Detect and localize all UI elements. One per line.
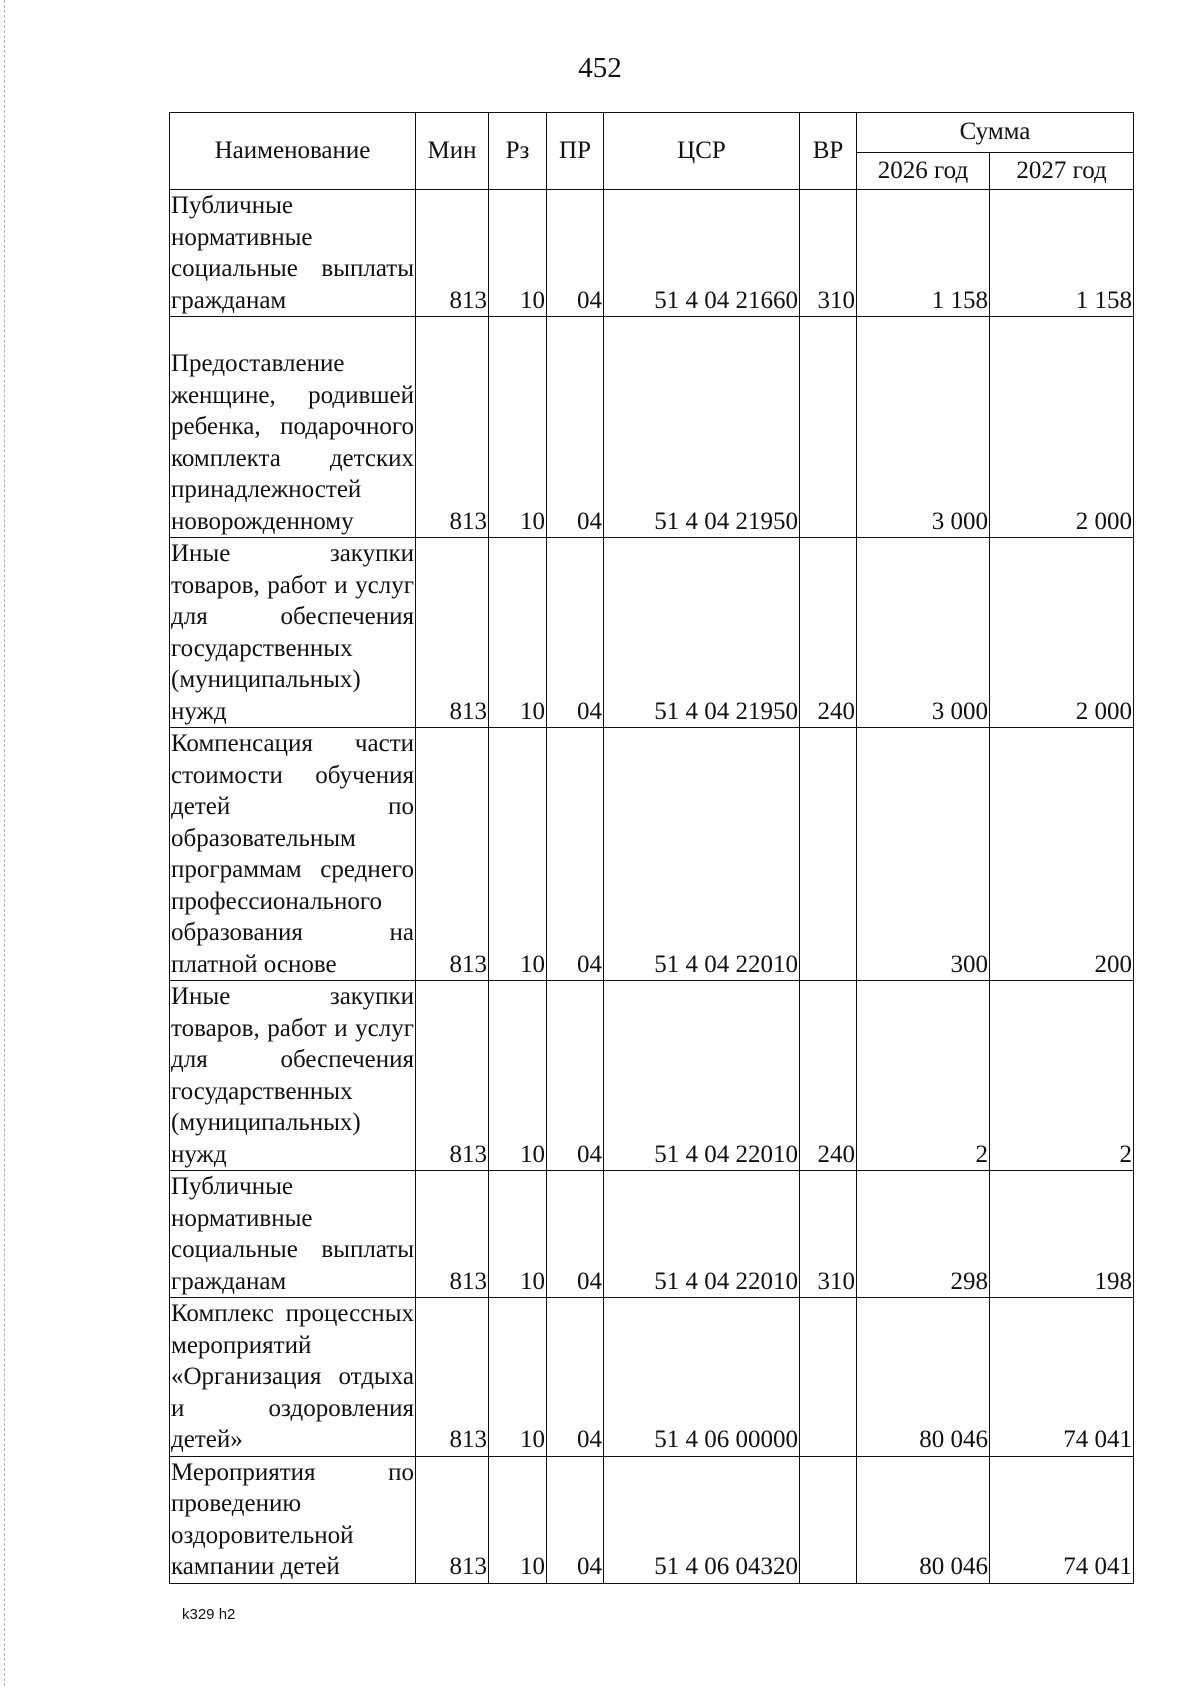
row-min: 813: [416, 981, 489, 1171]
row-sum-2026: 2: [857, 981, 990, 1171]
table-row: [170, 190, 1134, 317]
row-sum-2027: 200: [990, 728, 1134, 981]
table-body: [170, 190, 1134, 1584]
row-sum-2027: 2 000: [990, 317, 1134, 538]
row-rz: 10: [489, 1171, 547, 1298]
row-pr: 04: [547, 1171, 604, 1298]
row-min: 813: [416, 317, 489, 538]
row-csr: 51 4 06 04320: [604, 1456, 800, 1583]
row-csr: 51 4 04 21950: [604, 317, 800, 538]
row-sum-2027: 74 041: [990, 1298, 1134, 1457]
table-row: [170, 317, 1134, 538]
row-sum-2027: 2: [990, 981, 1134, 1171]
row-min: 813: [416, 538, 489, 728]
row-name: Публичные нормативные социальные выплаты гражданам: [170, 1171, 416, 1298]
header-sum: Сумма: [857, 113, 1134, 153]
table-row: [170, 981, 1134, 1171]
row-sum-2027: 198: [990, 1171, 1134, 1298]
row-csr: 51 4 06 00000: [604, 1298, 800, 1457]
row-vr: 240: [800, 538, 857, 728]
page-number: 452: [578, 52, 622, 84]
row-name: Комплекс процессных мероприятий «Организация отдыха и оздоровления детей»: [170, 1298, 416, 1457]
row-rz: 10: [489, 317, 547, 538]
row-sum-2027: 1 158: [990, 190, 1134, 317]
row-rz: 10: [489, 190, 547, 317]
row-name: Компенсация части стоимости обучения детей по образовательным программам среднего профессионального образования на платной основе: [170, 728, 416, 981]
row-vr: 240: [800, 981, 857, 1171]
row-sum-2026: 80 046: [857, 1456, 990, 1583]
row-csr: 51 4 04 22010: [604, 981, 800, 1171]
row-sum-2026: 1 158: [857, 190, 990, 317]
page-left-edge: [4, 0, 6, 1686]
row-rz: 10: [489, 728, 547, 981]
row-sum-2026: 3 000: [857, 317, 990, 538]
table-row: [170, 1171, 1134, 1298]
table-row: [170, 538, 1134, 728]
row-sum-2027: 74 041: [990, 1456, 1134, 1583]
row-csr: 51 4 04 21660: [604, 190, 800, 317]
table-header: [170, 113, 1134, 190]
row-vr: 310: [800, 1171, 857, 1298]
row-vr: [800, 728, 857, 981]
header-year-2026: 2026 год: [857, 152, 990, 190]
row-csr: 51 4 04 22010: [604, 728, 800, 981]
row-min: 813: [416, 1171, 489, 1298]
row-name: Предоставление женщине, родившей ребенка, подарочного комплекта детских принадлежностей новорожденному: [170, 317, 416, 538]
row-vr: 310: [800, 190, 857, 317]
table-row: [170, 1456, 1134, 1583]
row-name: Публичные нормативные социальные выплаты гражданам: [170, 190, 416, 317]
row-min: 813: [416, 1456, 489, 1583]
row-sum-2026: 80 046: [857, 1298, 990, 1457]
row-pr: 04: [547, 1298, 604, 1457]
row-rz: 10: [489, 538, 547, 728]
row-rz: 10: [489, 1298, 547, 1457]
row-sum-2026: 298: [857, 1171, 990, 1298]
row-sum-2026: 3 000: [857, 538, 990, 728]
row-sum-2026: 300: [857, 728, 990, 981]
row-min: 813: [416, 190, 489, 317]
header-rz: Рз: [489, 113, 547, 190]
row-pr: 04: [547, 981, 604, 1171]
row-rz: 10: [489, 981, 547, 1171]
row-pr: 04: [547, 538, 604, 728]
row-rz: 10: [489, 1456, 547, 1583]
header-min: Мин: [416, 113, 489, 190]
row-name: Иные закупки товаров, работ и услуг для обеспечения государственных (муниципальных) нужд: [170, 981, 416, 1171]
row-pr: 04: [547, 728, 604, 981]
row-csr: 51 4 04 21950: [604, 538, 800, 728]
table-row: [170, 1298, 1134, 1457]
row-vr: [800, 317, 857, 538]
row-min: 813: [416, 728, 489, 981]
table-row: [170, 728, 1134, 981]
footer-code: k329 h2: [182, 1606, 236, 1623]
row-csr: 51 4 04 22010: [604, 1171, 800, 1298]
header-vr: ВР: [800, 113, 857, 190]
row-name: Мероприятия по проведению оздоровительной кампании детей: [170, 1456, 416, 1583]
header-csr: ЦСР: [604, 113, 800, 190]
row-pr: 04: [547, 1456, 604, 1583]
header-year-2027: 2027 год: [990, 152, 1134, 190]
row-vr: [800, 1456, 857, 1583]
row-min: 813: [416, 1298, 489, 1457]
budget-table: [169, 112, 1134, 1584]
row-pr: 04: [547, 190, 604, 317]
header-name: Наименование: [170, 113, 416, 190]
row-pr: 04: [547, 317, 604, 538]
row-name: Иные закупки товаров, работ и услуг для обеспечения государственных (муниципальных) нужд: [170, 538, 416, 728]
header-pr: ПР: [547, 113, 604, 190]
row-vr: [800, 1298, 857, 1457]
row-sum-2027: 2 000: [990, 538, 1134, 728]
